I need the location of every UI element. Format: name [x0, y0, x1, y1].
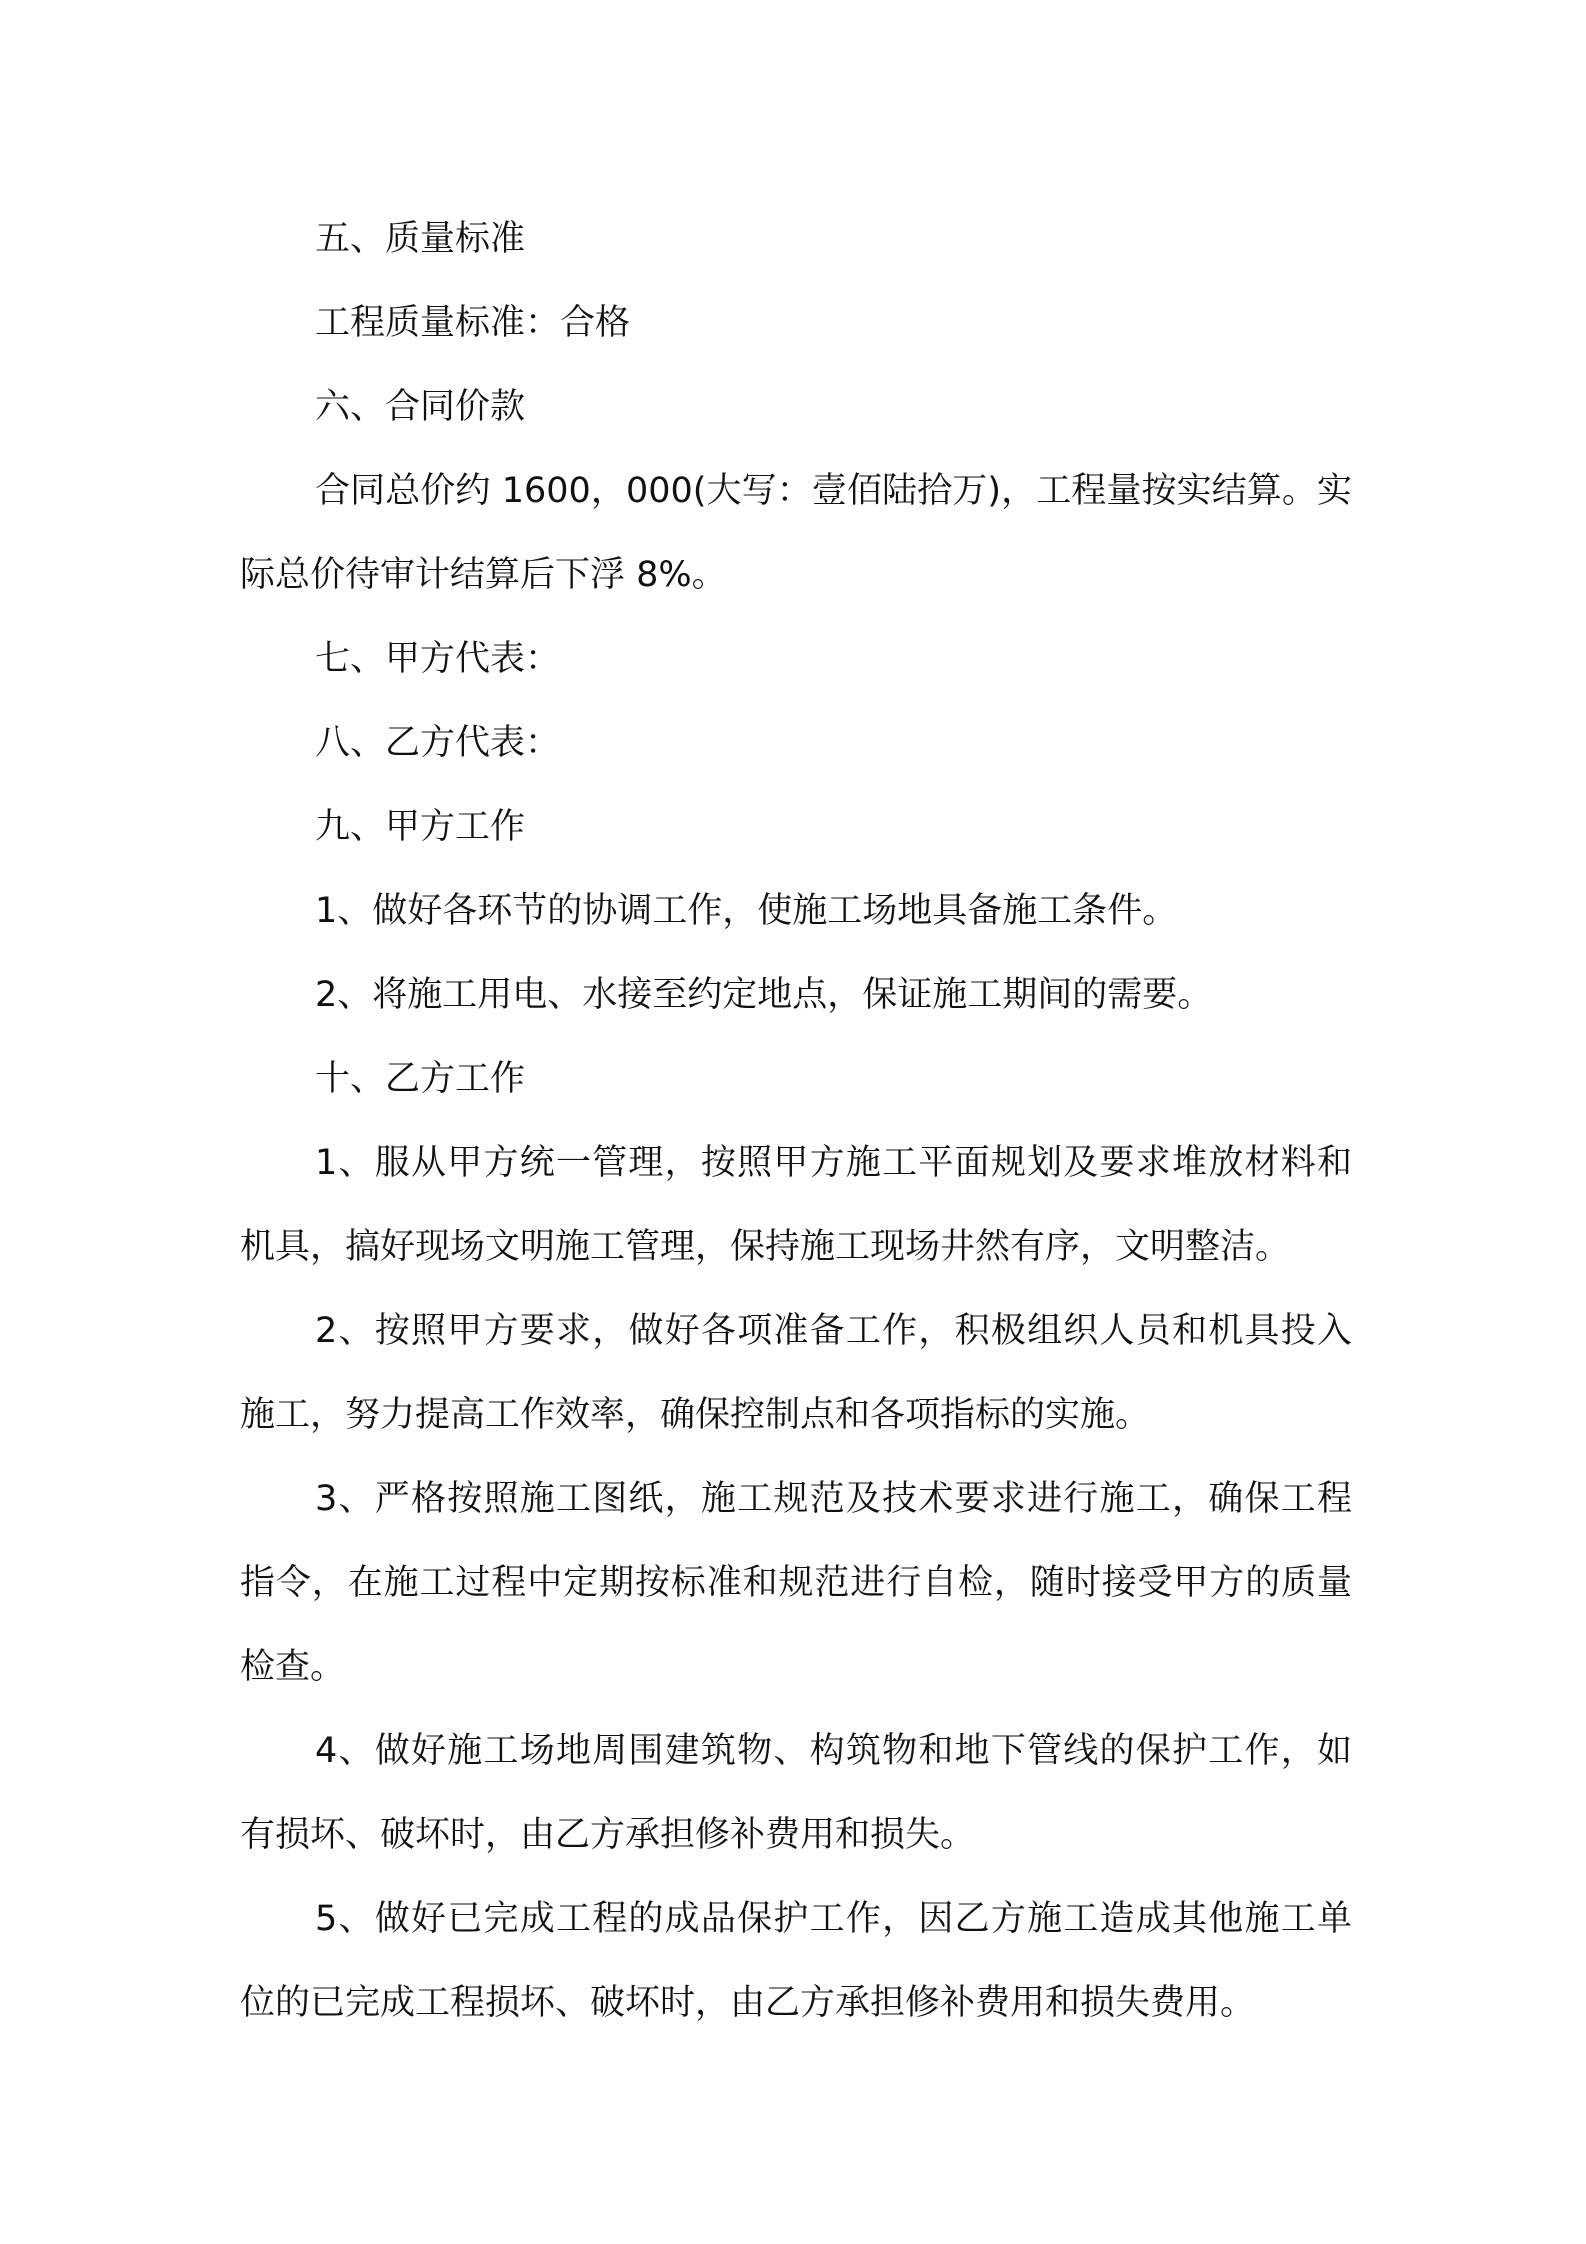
- section-heading-party-a-work: 九、甲方工作: [315, 807, 526, 847]
- section-heading-price: 六、合同价款: [315, 387, 526, 427]
- party-b-item-5: 5、做好已完成工程的成品保护工作，因乙方施工造成其他施工单位的已完成工程损坏、破坏时，由乙方承担修补费用和损失费用。: [240, 1899, 1352, 2023]
- party-a-item-1: 1、做好各环节的协调工作，使施工场地具备施工条件。: [315, 891, 1178, 931]
- contract-price-text: 合同总价约 1600，000(大写：壹佰陆拾万)，工程量按实结算。实际总价待审计结算后下浮 8%。: [240, 471, 1352, 595]
- party-b-item-1: 1、服从甲方统一管理，按照甲方施工平面规划及要求堆放材料和机具，搞好现场文明施工管理，保持施工现场井然有序，文明整洁。: [240, 1143, 1352, 1267]
- section-heading-party-b-rep: 八、乙方代表：: [315, 723, 561, 763]
- party-b-item-3: 3、严格按照施工图纸，施工规范及技术要求进行施工，确保工程指令，在施工过程中定期按标准和规范进行自检，随时接受甲方的质量检查。: [240, 1479, 1352, 1687]
- section-heading-party-b-work: 十、乙方工作: [315, 1059, 526, 1099]
- section-heading-quality: 五、质量标准: [315, 219, 526, 259]
- section-heading-party-a-rep: 七、甲方代表：: [315, 639, 561, 679]
- quality-standard-text: 工程质量标准：合格: [315, 303, 631, 343]
- party-b-item-2: 2、按照甲方要求，做好各项准备工作，积极组织人员和机具投入施工，努力提高工作效率，确保控制点和各项指标的实施。: [240, 1311, 1352, 1435]
- document-body: [240, 197, 1352, 2045]
- party-b-item-4: 4、做好施工场地周围建筑物、构筑物和地下管线的保护工作，如有损坏、破坏时，由乙方承担修补费用和损失。: [240, 1731, 1352, 1855]
- party-a-item-2: 2、将施工用电、水接至约定地点，保证施工期间的需要。: [315, 975, 1213, 1015]
